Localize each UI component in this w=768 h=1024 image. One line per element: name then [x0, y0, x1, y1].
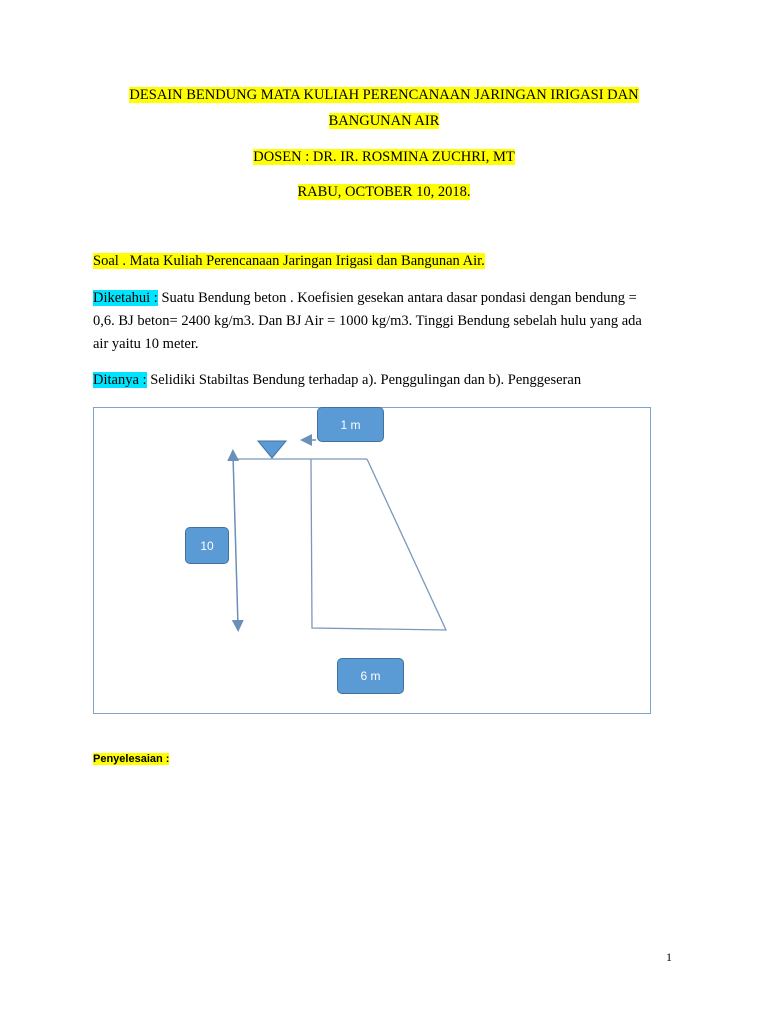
title-text-1: DESAIN BENDUNG MATA KULIAH PERENCANAAN JARINGAN IRIGASI DAN	[129, 87, 639, 103]
page-number: 1	[666, 950, 672, 964]
height-arrow	[233, 455, 238, 626]
diketahui-line-3: air yaitu 10 meter.	[93, 336, 199, 352]
diketahui-line-2: 0,6. BJ beton= 2400 kg/m3. Dan BJ Air = 1000 kg/m3. Tinggi Bendung sebelah hulu yang ada	[93, 313, 642, 329]
ditanya-label: Ditanya :	[93, 372, 147, 388]
diketahui-text-1: Suatu Bendung beton . Koefisien gesekan antara dasar pondasi dengan bendung =	[157, 290, 637, 306]
top-width-label: 1 m	[317, 407, 384, 442]
soal-text: Soal . Mata Kuliah Perencanaan Jaringan Irigasi dan Bangunan Air.	[93, 253, 485, 269]
penyelesaian-label: Penyelesaian :	[93, 753, 170, 765]
height-label: 10	[185, 527, 229, 564]
diketahui-label: Diketahui :	[93, 290, 158, 306]
lecturer-text: DOSEN : DR. IR. ROSMINA ZUCHRI, MT	[253, 149, 515, 165]
title-text-2: BANGUNAN AIR	[328, 113, 440, 129]
date-text: RABU, OCTOBER 10, 2018.	[297, 184, 471, 200]
dam-body	[311, 459, 446, 630]
base-width-label: 6 m	[337, 658, 404, 694]
water-surface-icon	[258, 441, 286, 458]
penyelesaian-line	[93, 753, 169, 765]
ditanya-text: Selidiki Stabiltas Bendung terhadap a). Penggulingan dan b). Penggeseran	[146, 372, 582, 388]
